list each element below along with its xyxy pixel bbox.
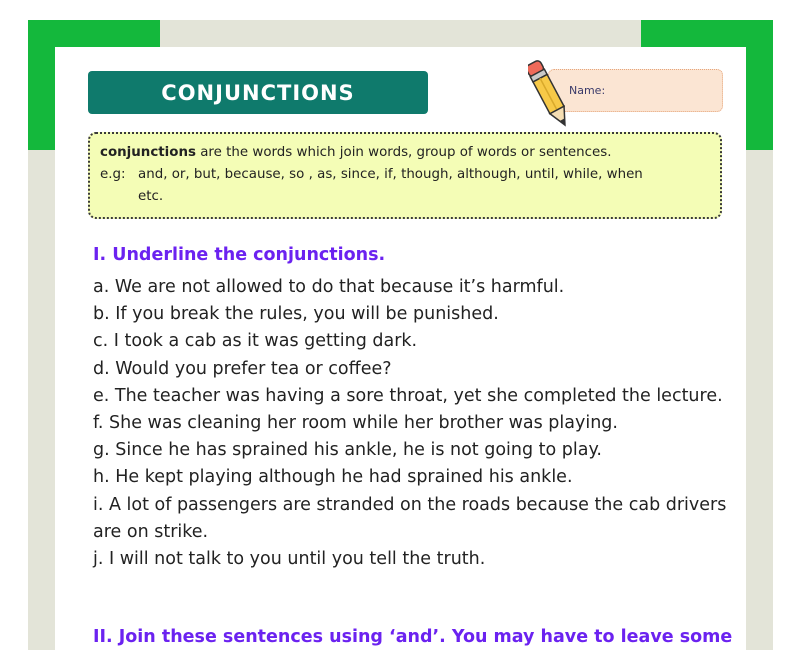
examples-text: and, or, but, because, so , as, since, if, though, although, until, while, when bbox=[138, 167, 643, 182]
sentence-item: b. If you break the rules, you will be punished. bbox=[93, 304, 499, 325]
sentence-item: f. She was cleaning her room while her brother was playing. bbox=[93, 413, 618, 434]
eg-label: e.g: bbox=[100, 167, 126, 182]
sentence-item: i. A lot of passengers are stranded on the roads because the cab drivers are on strike. bbox=[93, 494, 727, 542]
pencil-icon bbox=[528, 55, 570, 135]
title-banner bbox=[88, 71, 428, 114]
name-field[interactable] bbox=[548, 69, 723, 112]
sentence-item: e. The teacher was having a sore throat, yet she completed the lecture. bbox=[93, 385, 723, 406]
sentence-item: c. I took a cab as it was getting dark. bbox=[93, 331, 418, 352]
etc-text: etc. bbox=[138, 189, 164, 204]
name-label: Name: bbox=[569, 84, 606, 97]
section-2-heading: II. Join these sentences using ‘and’. You may have to leave some bbox=[93, 627, 733, 647]
frame-right-edge bbox=[746, 150, 773, 650]
definition-term: conjunctions bbox=[100, 145, 196, 160]
sentence-item: g. Since he has sprained his ankle, he is not going to play. bbox=[93, 440, 602, 461]
definition-line bbox=[100, 142, 710, 164]
sentence-item: h. He kept playing although he had sprained his ankle. bbox=[93, 467, 573, 488]
sentence-item: j. I will not talk to you until you tell the truth. bbox=[93, 549, 486, 570]
section-1-heading: I. Underline the conjunctions. bbox=[93, 245, 386, 265]
frame-left-edge bbox=[28, 150, 55, 650]
page-title: CONJUNCTIONS bbox=[161, 80, 355, 105]
sentence-item: d. Would you prefer tea or coffee? bbox=[93, 358, 392, 379]
definition-text: are the words which join words, group of words or sentences. bbox=[195, 145, 612, 160]
sentence-item: a. We are not allowed to do that because it’s harmful. bbox=[93, 277, 565, 297]
definition-box bbox=[88, 132, 722, 219]
sentence-list bbox=[93, 274, 733, 573]
examples-line bbox=[100, 164, 710, 186]
